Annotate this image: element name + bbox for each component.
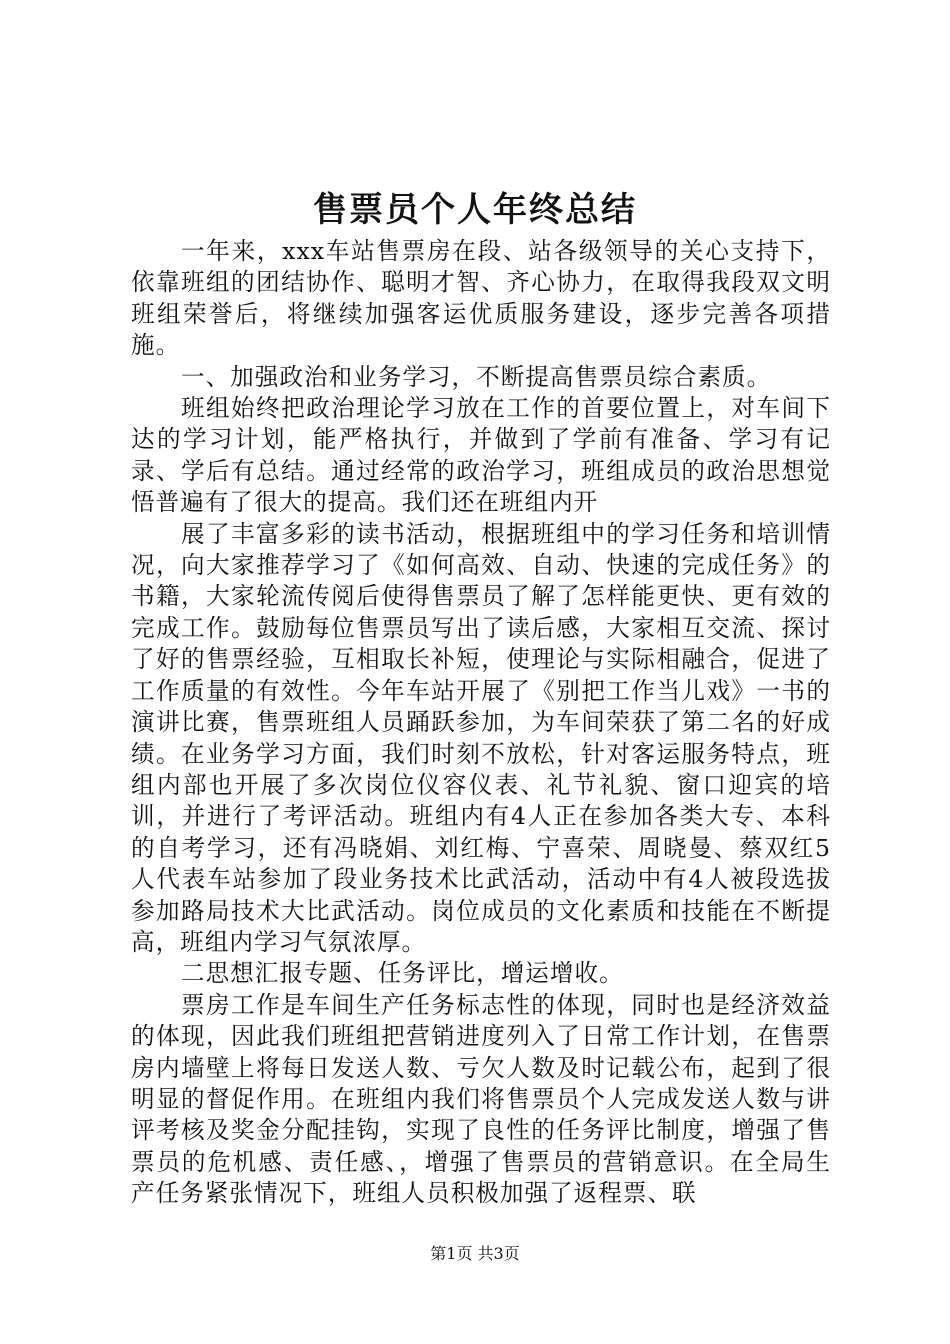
paragraph-political-study: 班组始终把政治理论学习放在工作的首要位置上，对车间下达的学习计划，能严格执行，并做到了学前有准备、学习有记录、学后有总结。通过经常的政治学习，班组成员的政治思想觉悟普遍有了很大的提高。我们还在班组内开 bbox=[131, 394, 831, 517]
document-title: 售票员个人年终总结 bbox=[313, 190, 637, 230]
paragraph-intro: 一年来，xxx车站售票房在段、站各级领导的关心支持下，依靠班组的团结协作、聪明才智、齐心协力，在取得我段双文明班组荣誉后，将继续加强客运优质服务建设，逐步完善各项措施。 bbox=[131, 237, 831, 360]
document-body bbox=[131, 236, 831, 1210]
paragraph-reading-activities: 展了丰富多彩的读书活动，根据班组中的学习任务和培训情况，向大家推荐学习了《如何高效、自动、快速的完成任务》的书籍，大家轮流传阅后使得售票员了解了怎样能更快、更有效的完成工作。鼓励每位售票员写出了读后感，大家相互交流、探讨了好的售票经验，互相取长补短，使理论与实际相融合，促进了工作质量的有效性。今年车站开展了《别把工作当儿戏》一书的演讲比赛，售票班组人员踊跃参加，为车间荣获了第二名的好成绩。在业务学习方面，我们时刻不放松，针对客运服务特点，班组内部也开展了多次岗位仪容仪表、礼节礼貌、窗口迎宾的培训，并进行了考评活动。班组内有4人正在参加各类大专、本科的自考学习，还有冯晓娟、刘红梅、宁喜荣、周晓曼、蔡双红5人代表车站参加了段业务技术比武活动，活动中有4人被段选拔参加路局技术大比武活动。岗位成员的文化素质和技能在不断提高，班组内学习气氛浓厚。 bbox=[131, 519, 831, 956]
page-number-footer: 第1页 共3页 bbox=[430, 1244, 520, 1263]
section-heading-2: 二思想汇报专题、任务评比，增运增收。 bbox=[181, 959, 624, 988]
section-heading-1: 一、加强政治和业务学习，不断提高售票员综合素质。 bbox=[181, 362, 772, 391]
paragraph-ticket-office-work: 票房工作是车间生产任务标志性的体现，同时也是经济效益的体现，因此我们班组把营销进度列入了日常工作计划，在售票房内墙壁上将每日发送人数、亏欠人数及时记载公布，起到了很明显的督促作用。在班组内我们将售票员个人完成发送人数与讲评考核及奖金分配挂钩，实现了良性的任务评比制度，增强了售票员的危机感、责任感、，增强了售票员的营销意识。在全局生产任务紧张情况下，班组人员积极加强了返程票、联 bbox=[131, 990, 831, 1208]
